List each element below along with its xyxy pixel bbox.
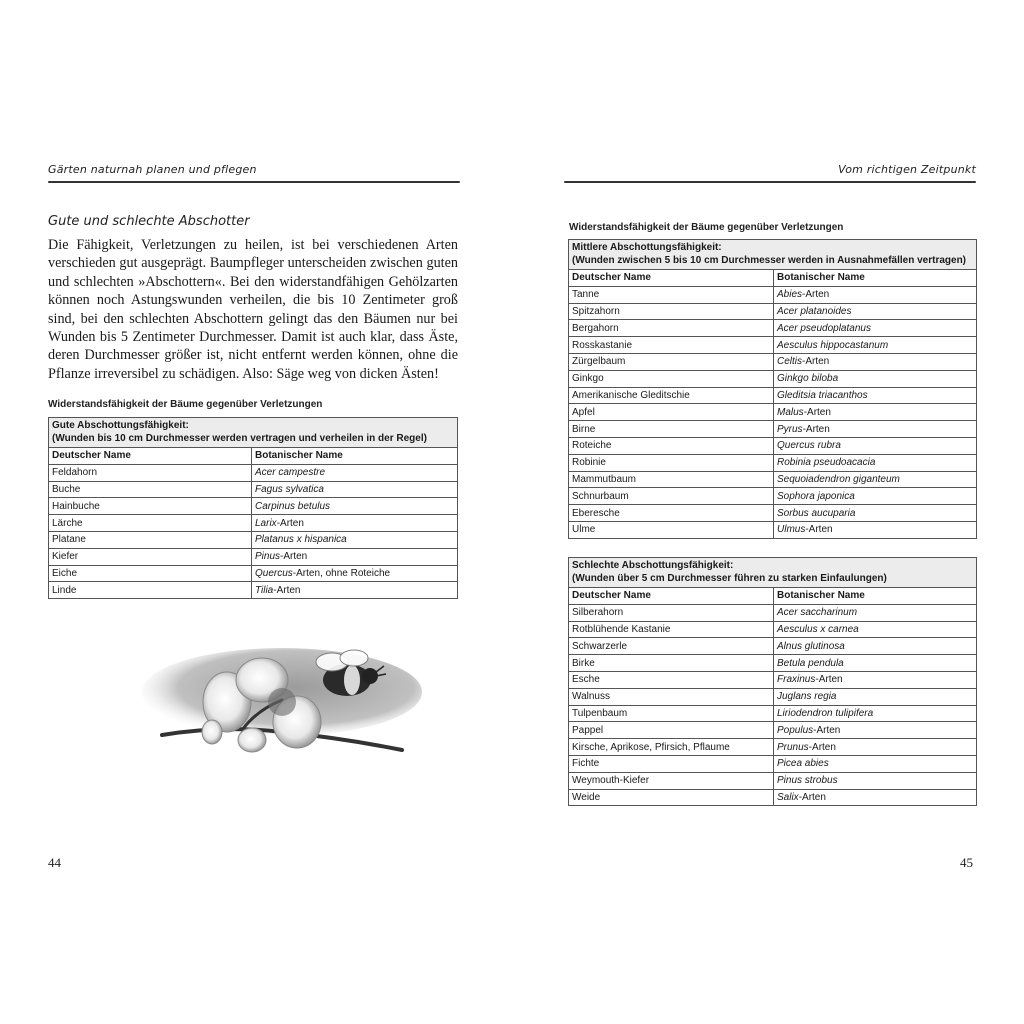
german-name-cell: Walnuss (569, 688, 774, 705)
table-row (569, 437, 977, 454)
botanical-name-cell (774, 303, 977, 320)
botanical-name-cell (774, 505, 977, 522)
table-row (569, 303, 977, 320)
botanical-name: Abies (777, 289, 803, 301)
botanical-name-cell (774, 621, 977, 638)
group-title: Schlechte Abschottungsfähigkeit: (572, 560, 734, 571)
table-row (569, 722, 977, 739)
botanical-name-cell (774, 471, 977, 488)
botanical-name: Ginkgo biloba (777, 373, 839, 385)
table-column-headers (569, 588, 977, 605)
german-name-cell: Feldahorn (49, 464, 252, 481)
german-name-cell: Silberahorn (569, 604, 774, 621)
botanical-suffix: -Arten (276, 517, 304, 529)
column-header-botanical: Botanischer Name (774, 588, 977, 605)
column-header-german: Deutscher Name (49, 448, 252, 465)
botanical-name-cell (774, 688, 977, 705)
botanical-suffix: -Arten, ohne Roteiche (292, 567, 391, 579)
botanical-name: Acer campestre (255, 467, 326, 479)
botanical-name: Pinus strobus (777, 775, 838, 787)
botanical-name: Salix (777, 791, 799, 803)
german-name-cell: Robinie (569, 454, 774, 471)
german-name-cell: Esche (569, 671, 774, 688)
table-row (569, 655, 977, 672)
table-row (49, 481, 458, 498)
botanical-name: Larix (255, 517, 277, 529)
botanical-name: Pyrus (777, 423, 803, 435)
botanical-name: Aesculus hippocastanum (777, 339, 889, 351)
table-row (49, 531, 458, 548)
german-name-cell: Weymouth-Kiefer (569, 772, 774, 789)
poor-compartmentalization-table (568, 557, 977, 806)
table-row (569, 671, 977, 688)
running-head-right: Vom richtigen Zeitpunkt (838, 163, 976, 176)
german-name-cell: Lärche (49, 515, 252, 532)
botanical-name: Liriodendron tulipifera (777, 707, 874, 719)
german-name-cell: Rosskastanie (569, 337, 774, 354)
botanical-name-cell (774, 404, 977, 421)
german-name-cell: Roteiche (569, 437, 774, 454)
table-row (569, 404, 977, 421)
table-row (569, 705, 977, 722)
table-row (569, 320, 977, 337)
table-row (569, 421, 977, 438)
head-rule-right (564, 181, 976, 183)
botanical-name-cell (774, 705, 977, 722)
german-name-cell: Eberesche (569, 505, 774, 522)
table-column-headers (569, 270, 977, 287)
section-title: Gute und schlechte Abschotter (48, 214, 250, 229)
table-group-header (569, 558, 977, 588)
table-row (569, 739, 977, 756)
botanical-suffix: -Arten (802, 289, 830, 301)
willow-catkins-with-bumblebee-illustration (132, 640, 448, 768)
german-name-cell: Pappel (569, 722, 774, 739)
page-number-right: 45 (960, 855, 973, 870)
botanical-name: Betula pendula (777, 657, 844, 669)
botanical-name: Sorbus aucuparia (777, 507, 856, 519)
botanical-name: Prunus (777, 741, 809, 753)
german-name-cell: Platane (49, 531, 252, 548)
german-name-cell: Weide (569, 789, 774, 806)
botanical-name-cell (774, 320, 977, 337)
german-name-cell: Tanne (569, 286, 774, 303)
botanical-name: Celtis (777, 356, 803, 368)
column-header-botanical: Botanischer Name (774, 270, 977, 287)
medium-compartmentalization-table (568, 239, 977, 539)
german-name-cell: Hainbuche (49, 498, 252, 515)
german-name-cell: Mammutbaum (569, 471, 774, 488)
table-caption-left: Widerstandsfähigkeit der Bäume gegenüber Verletzungen (48, 399, 323, 410)
botanical-name-cell (252, 565, 458, 582)
head-rule-left (48, 181, 460, 183)
botanical-name: Acer pseudoplatanus (777, 322, 871, 334)
botanical-name-cell (252, 548, 458, 565)
table-row (569, 454, 977, 471)
table-row (569, 621, 977, 638)
page-number-left: 44 (48, 855, 61, 870)
botanical-name: Robinia pseudoacacia (777, 457, 876, 469)
botanical-name: Acer platanoides (777, 305, 852, 317)
table-group-header (49, 418, 458, 448)
table-row (49, 565, 458, 582)
good-compartmentalization-table (48, 417, 458, 599)
botanical-name-cell (774, 437, 977, 454)
german-name-cell: Kirsche, Aprikose, Pfirsich, Pflaume (569, 739, 774, 756)
botanical-name-cell (774, 789, 977, 806)
botanical-name: Populus (777, 724, 814, 736)
botanical-name: Aesculus x carnea (777, 623, 859, 635)
botanical-name-cell (774, 604, 977, 621)
table-row (569, 353, 977, 370)
german-name-cell: Ulme (569, 521, 774, 538)
column-header-botanical: Botanischer Name (252, 448, 458, 465)
botanical-name-cell (774, 638, 977, 655)
german-name-cell: Birne (569, 421, 774, 438)
table-row (569, 521, 977, 538)
botanical-suffix: -Arten (802, 423, 830, 435)
botanical-name: Ulmus (777, 524, 806, 536)
table-row (569, 688, 977, 705)
german-name-cell: Tulpenbaum (569, 705, 774, 722)
german-name-cell: Kiefer (49, 548, 252, 565)
group-note: (Wunden bis 10 cm Durchmesser werden vertragen und verheilen in der Regel) (52, 432, 427, 444)
table-row (569, 286, 977, 303)
table-row (569, 604, 977, 621)
table-row (569, 370, 977, 387)
german-name-cell: Zürgelbaum (569, 353, 774, 370)
table-row (569, 755, 977, 772)
group-title: Mittlere Abschottungsfähigkeit: (572, 242, 722, 253)
body-paragraph: Die Fähigkeit, Verletzungen zu heilen, ist bei verschiedenen Arten verschieden gut ausgeprägt. Baumpfleger unterscheiden zwischen guten und schlechten »Abschottern«. Bei den widerstandfähigen Gehölzarten können noch Astungswunden verheilen, die bis 10 Zentimeter groß sind, bei den schlechten Abschottern gelingt das den Bäumen nur bei Wunden bis 5 Zentimeter Durchmesser. Damit ist auch klar, dass Äste, deren Durchmesser größer ist, nicht entfernt werden können, ohne die Pflanze irreversibel zu schädigen. Also: Säge weg von dicken Ästen! (48, 237, 458, 382)
botanical-name-cell (774, 286, 977, 303)
botanical-suffix: -Arten (803, 406, 831, 418)
group-title: Gute Abschottungsfähigkeit: (52, 420, 189, 431)
german-name-cell: Eiche (49, 565, 252, 582)
botanical-name-cell (774, 488, 977, 505)
german-name-cell: Apfel (569, 404, 774, 421)
right-page (512, 0, 1024, 1024)
table-column-headers (49, 448, 458, 465)
botanical-name: Quercus (255, 567, 293, 579)
botanical-name-cell (252, 464, 458, 481)
botanical-suffix: -Arten (273, 584, 301, 596)
german-name-cell: Amerikanische Gleditschie (569, 387, 774, 404)
table-row (49, 582, 458, 599)
botanical-name-cell (252, 515, 458, 532)
botanical-name-cell (774, 337, 977, 354)
botanical-name: Platanus x hispanica (255, 534, 347, 546)
table-row (569, 471, 977, 488)
botanical-name: Picea abies (777, 758, 829, 770)
table-row (569, 789, 977, 806)
botanical-suffix: -Arten (815, 674, 843, 686)
botanical-name-cell (252, 498, 458, 515)
botanical-name-cell (774, 454, 977, 471)
table-caption-right: Widerstandsfähigkeit der Bäume gegenüber Verletzungen (569, 222, 844, 233)
table-row (569, 488, 977, 505)
botanical-name: Sophora japonica (777, 490, 855, 502)
german-name-cell: Spitzahorn (569, 303, 774, 320)
group-note: (Wunden über 5 cm Durchmesser führen zu starken Einfaulungen) (572, 572, 887, 584)
table-row (49, 515, 458, 532)
german-name-cell: Ginkgo (569, 370, 774, 387)
botanical-name: Fraxinus (777, 674, 816, 686)
german-name-cell: Bergahorn (569, 320, 774, 337)
botanical-name: Alnus glutinosa (777, 640, 845, 652)
botanical-name-cell (252, 481, 458, 498)
botanical-name-cell (774, 387, 977, 404)
botanical-name: Pinus (255, 551, 281, 563)
botanical-name-cell (252, 531, 458, 548)
table-row (569, 638, 977, 655)
german-name-cell: Schwarzerle (569, 638, 774, 655)
botanical-name: Fagus sylvatica (255, 483, 324, 495)
botanical-name: Malus (777, 406, 804, 418)
botanical-name-cell (774, 671, 977, 688)
botanical-name-cell (774, 755, 977, 772)
botanical-name-cell (774, 521, 977, 538)
botanical-suffix: -Arten (802, 356, 830, 368)
botanical-suffix: -Arten (805, 524, 833, 536)
botanical-name-cell (774, 421, 977, 438)
german-name-cell: Birke (569, 655, 774, 672)
table-row (569, 505, 977, 522)
botanical-name: Juglans regia (777, 691, 837, 703)
german-name-cell: Fichte (569, 755, 774, 772)
table-row (49, 548, 458, 565)
botanical-suffix: -Arten (798, 791, 826, 803)
botanical-name-cell (774, 772, 977, 789)
table-row (49, 498, 458, 515)
botanical-suffix: -Arten (280, 551, 308, 563)
botanical-name-cell (774, 353, 977, 370)
table-row (569, 337, 977, 354)
german-name-cell: Buche (49, 481, 252, 498)
column-header-german: Deutscher Name (569, 270, 774, 287)
german-name-cell: Rotblühende Kastanie (569, 621, 774, 638)
botanical-name: Acer saccharinum (777, 607, 858, 619)
botanical-name: Quercus rubra (777, 440, 841, 452)
running-head-left: Gärten naturnah planen und pflegen (48, 163, 257, 176)
german-name-cell: Linde (49, 582, 252, 599)
group-note: (Wunden zwischen 5 bis 10 cm Durchmesser werden in Ausnahmefällen vertragen) (572, 254, 967, 266)
botanical-name-cell (774, 722, 977, 739)
botanical-name: Gleditsia triacanthos (777, 389, 868, 401)
botanical-name-cell (774, 370, 977, 387)
botanical-suffix: -Arten (813, 724, 841, 736)
german-name-cell: Schnurbaum (569, 488, 774, 505)
botanical-name-cell (774, 739, 977, 756)
botanical-name-cell (774, 655, 977, 672)
column-header-german: Deutscher Name (569, 588, 774, 605)
botanical-name-cell (252, 582, 458, 599)
table-row (569, 387, 977, 404)
table-row (49, 464, 458, 481)
botanical-name: Carpinus betulus (255, 500, 331, 512)
botanical-name: Sequoiadendron giganteum (777, 473, 900, 485)
table-row (569, 772, 977, 789)
table-group-header (569, 240, 977, 270)
botanical-name: Tilia (255, 584, 274, 596)
botanical-suffix: -Arten (808, 741, 836, 753)
